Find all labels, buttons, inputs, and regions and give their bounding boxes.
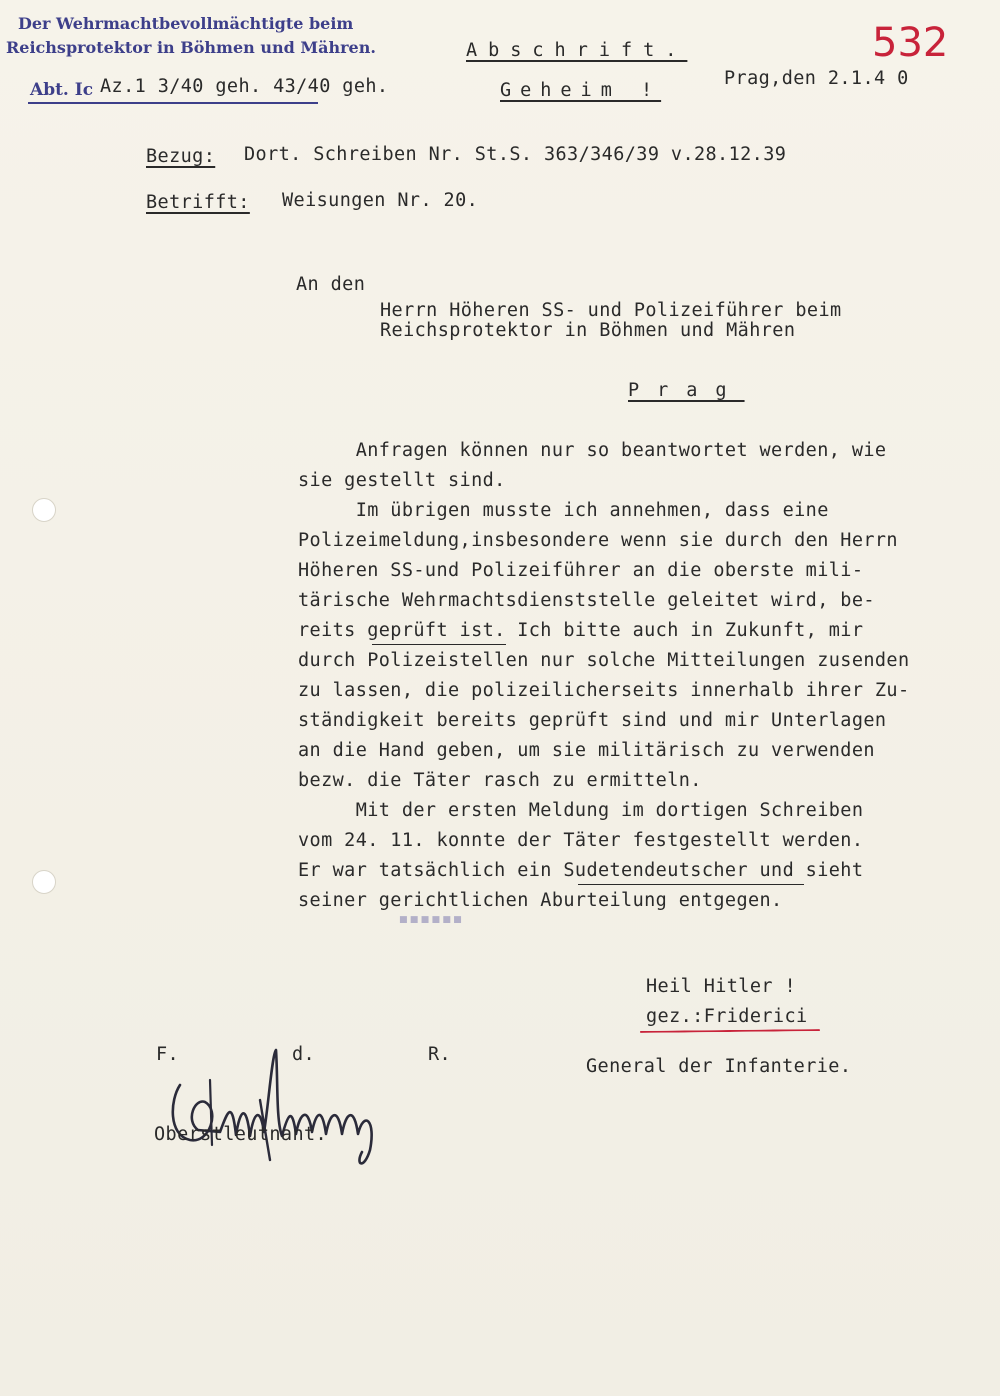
body-line: bezw. die Täter rasch zu ermitteln. bbox=[298, 770, 702, 791]
betrifft-text: Weisungen Nr. 20. bbox=[282, 190, 479, 211]
body-line: Höheren SS-und Polizeiführer an die oberste mili- bbox=[298, 560, 864, 581]
body-line: Er war tatsächlich ein Sudetendeutscher und sieht bbox=[298, 860, 864, 881]
body-line: durch Polizeistellen nur solche Mitteilungen zusenden bbox=[298, 650, 910, 671]
date-line: Prag,den 2.1.4 0 bbox=[724, 68, 909, 89]
office-stamp-abt: Abt. Ic bbox=[30, 80, 94, 100]
file-reference: Az.1 3/40 geh. 43/40 geh. bbox=[100, 76, 389, 97]
body-line: zu lassen, die polizeilicherseits innerhalb ihrer Zu- bbox=[298, 680, 910, 701]
address-line-1: Herrn Höheren SS- und Polizeiführer beim bbox=[380, 300, 842, 321]
body-line: tärische Wehrmachtsdienststelle geleitet wird, be- bbox=[298, 590, 875, 611]
underline-sudetendeutscher bbox=[578, 884, 804, 885]
body-line: Polizeimeldung,insbesondere wenn sie durch den Herrn bbox=[298, 530, 898, 551]
office-stamp-line-1: Der Wehrmachtbevollmächtigte beim bbox=[18, 14, 354, 33]
bezug-label: Bezug: bbox=[146, 146, 216, 167]
bezug-text: Dort. Schreiben Nr. St.S. 363/346/39 v.28.12.39 bbox=[244, 144, 787, 165]
copy-label: Abschrift. bbox=[466, 40, 688, 61]
footer-d: d. bbox=[292, 1044, 316, 1065]
punch-hole-top bbox=[32, 498, 56, 522]
address-salutation: An den bbox=[296, 274, 366, 295]
footer-r: R. bbox=[428, 1044, 452, 1065]
red-pencil-underline bbox=[640, 1029, 820, 1033]
officer-rank: Oberstleutnant. bbox=[154, 1124, 328, 1145]
body-line: an die Hand geben, um sie militärisch zu verwenden bbox=[298, 740, 875, 761]
underline-geprueft-ist bbox=[372, 644, 506, 645]
body-line: ständigkeit bereits geprüft sind und mir Unterlagen bbox=[298, 710, 887, 731]
betrifft-label: Betrifft: bbox=[146, 192, 250, 213]
body-line: Mit der ersten Meldung im dortigen Schreiben bbox=[298, 800, 864, 821]
faint-mirrored-stamp: ▪▪▪▪▪▪ bbox=[398, 910, 464, 931]
body-line: sie gestellt sind. bbox=[298, 470, 506, 491]
body-line: Im übrigen musste ich annehmen, dass eine bbox=[298, 500, 829, 521]
punch-hole-bottom bbox=[32, 870, 56, 894]
closing-rank: General der Infanterie. bbox=[586, 1056, 852, 1077]
closing-greeting: Heil Hitler ! bbox=[646, 976, 796, 997]
body-line: vom 24. 11. konnte der Täter festgestellt werden. bbox=[298, 830, 864, 851]
body-line: Anfragen können nur so beantwortet werden, wie bbox=[298, 440, 887, 461]
office-stamp-line-2: Reichsprotektor in Böhmen und Mähren. bbox=[6, 38, 376, 57]
stamp-underline bbox=[28, 102, 318, 104]
handwritten-signature bbox=[150, 1040, 400, 1180]
body-line: reits geprüft ist. Ich bitte auch in Zukunft, mir bbox=[298, 620, 864, 641]
address-city: Prag bbox=[628, 380, 745, 401]
body-line: seiner gerichtlichen Aburteilung entgegen. bbox=[298, 890, 783, 911]
address-line-2: Reichsprotektor in Böhmen und Mähren bbox=[380, 320, 796, 341]
footer-f: F. bbox=[156, 1044, 180, 1065]
page-number-handwritten: 532 bbox=[872, 20, 949, 66]
closing-signed: gez.:Friderici bbox=[646, 1006, 808, 1027]
secret-label: Geheim ! bbox=[500, 80, 662, 101]
